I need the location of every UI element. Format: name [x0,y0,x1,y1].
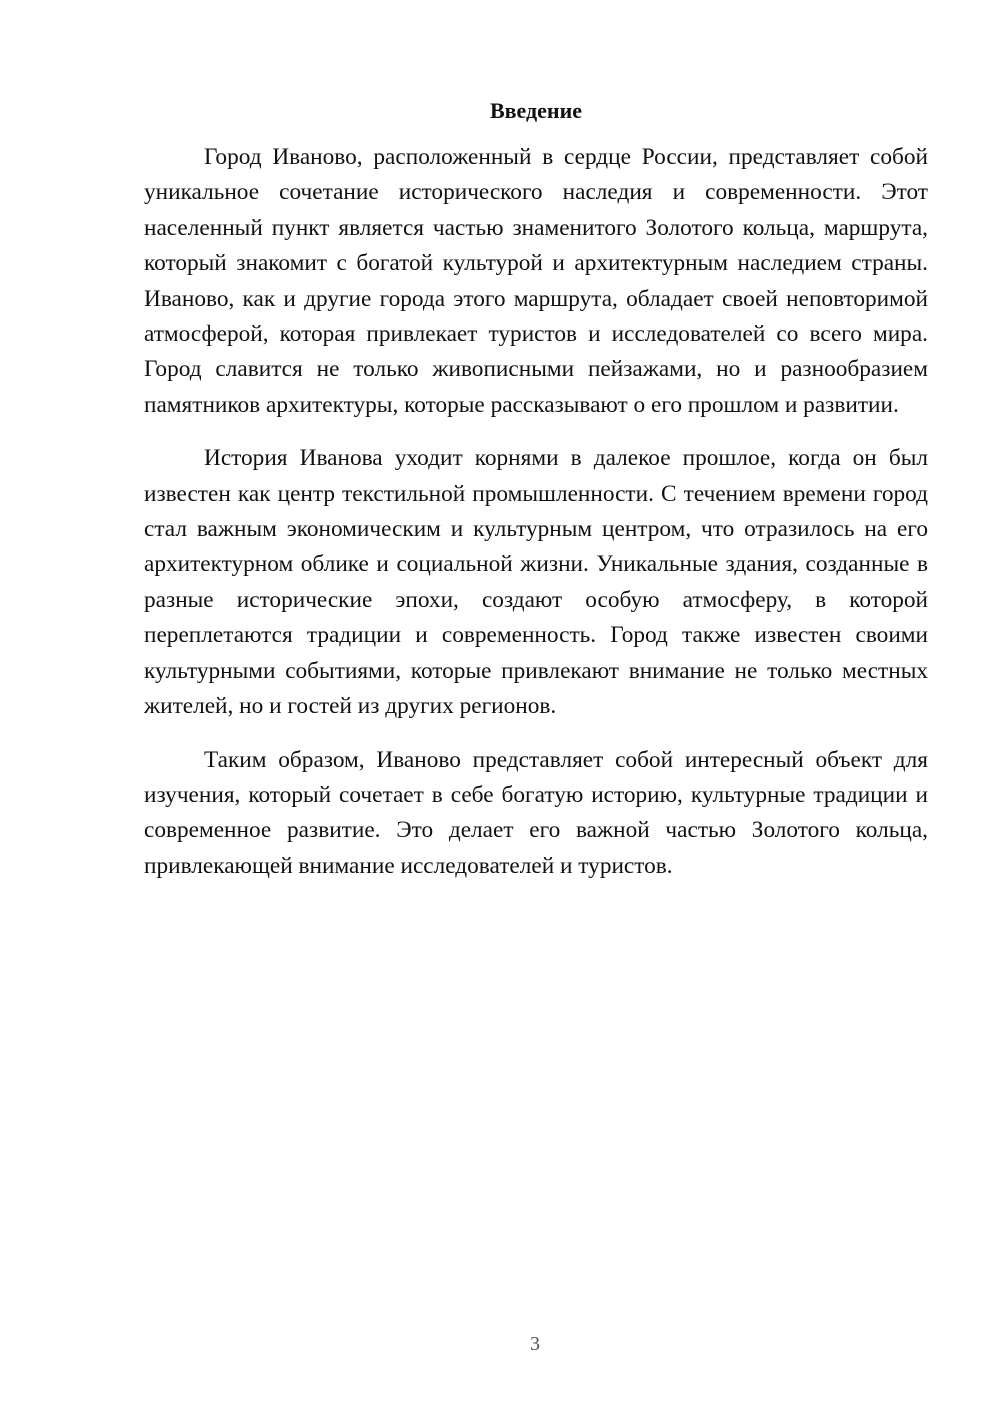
section-heading: Введение [489,98,583,123]
paragraph-2: История Иванова уходит корнями в далекое прошлое, когда он был известен как центр текстильной промышленности. С течением времени город стал важным экономическим и культурным центром, что отразилось на его архитектурном облике и социальной жизни. Уникальные здания, созданные в разные исторические эпохи, создают особую атмосферу, в которой переплетаются традиции и современность. Город также известен своими культурными событиями, которые привлекают внимание не только местных жителей, но и гостей из других регионов. [144,445,928,720]
paragraph-3: Таким образом, Иваново представляет собой интересный объект для изучения, который сочетает в себе богатую историю, культурные традиции и современное развитие. Это делает его важной частью Золотого кольца, привлекающей внимание исследователей и туристов. [144,746,928,879]
document-body [144,96,928,902]
page-number: 3 [530,1333,540,1355]
paragraph-1: Город Иваново, расположенный в сердце России, представляет собой уникальное сочетание исторического наследия и современности. Этот населенный пункт является частью знаменитого Золотого кольца, маршрута, который знакомит с богатой культурой и архитектурным наследием страны. Иваново, как и другие города этого маршрута, обладает своей неповторимой атмосферой, которая привлекает туристов и исследователей со всего мира. Город славится не только живописными пейзажами, но и разнообразием памятников архитектуры, которые рассказывают о его прошлом и развитии. [144,144,928,418]
